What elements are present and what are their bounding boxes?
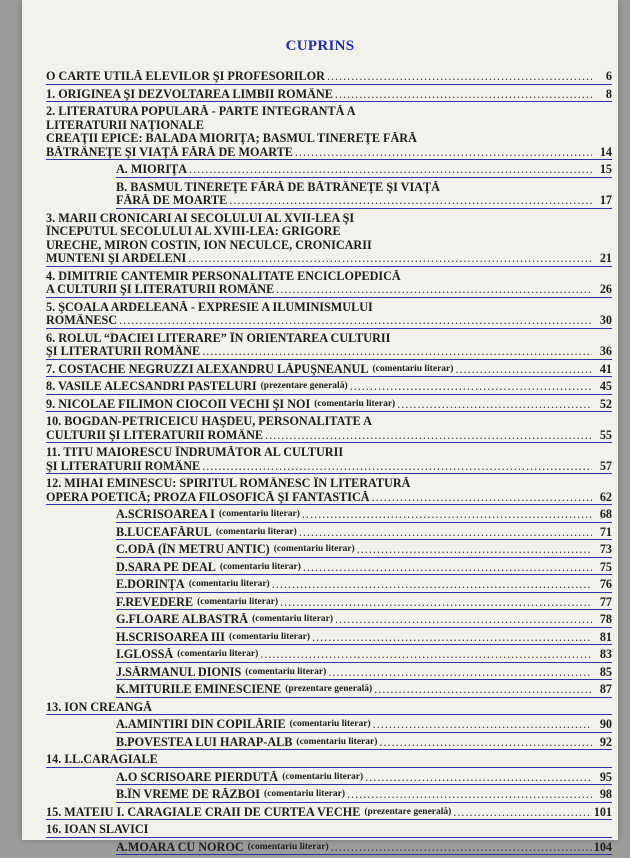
toc-entry-note: (comentariu literar) xyxy=(273,544,355,554)
toc-line xyxy=(46,398,612,412)
toc-entry-title: ROMÂNESC xyxy=(46,314,118,327)
toc-line xyxy=(46,270,612,284)
toc-page-number: 81 xyxy=(599,629,612,644)
toc-page-number: 77 xyxy=(599,594,612,609)
toc-entry-title: OPERA POETICĂ; PROZA FILOSOFICĂ ŞI FANTASTICĂ xyxy=(46,490,370,504)
dot-leader xyxy=(327,70,592,84)
dot-leader xyxy=(119,314,592,328)
toc-entry-title: 7. COSTACHE NEGRUZZI ALEXANDRU LĂPUŞNEANUL xyxy=(46,362,369,376)
toc-entry-title: 15. MATEIU I. CARAGIALE CRAII DE CURTEA VECHE xyxy=(46,805,361,819)
toc-entry-title: A. MIORIŢA xyxy=(116,163,188,176)
toc-entry xyxy=(46,380,612,395)
toc-entry xyxy=(46,270,612,298)
toc-entry-title: A.MOARA CU NOROC xyxy=(116,840,244,854)
toc-page-number: 71 xyxy=(599,524,612,539)
toc-subentry xyxy=(116,648,612,663)
toc-entry-title: E.DORINŢA xyxy=(116,578,185,591)
toc-entry xyxy=(46,212,612,267)
toc-line xyxy=(46,283,612,297)
toc-entry-title: K.MITURILE EMINESCIENE xyxy=(116,683,282,696)
toc-entry-title: C.ODĂ (ÎN METRU ANTIC) xyxy=(116,543,270,556)
toc-line xyxy=(46,823,612,837)
toc-entry-note: (comentariu literar) xyxy=(197,596,279,607)
toc-line xyxy=(46,225,612,239)
toc-line xyxy=(116,543,612,557)
toc-entry xyxy=(46,415,612,443)
toc-entry-title: BĂTRÂNEŢE ŞI VIAŢĂ FĂRĂ DE MOARTE xyxy=(46,145,293,159)
toc-entry-note: (comentariu literar) xyxy=(289,719,371,729)
toc-subentry xyxy=(116,736,612,751)
toc-entry-title: G.FLOARE ALBASTRĂ xyxy=(116,613,249,626)
toc-entry-title: 6. ROLUL “DACIEI LITERARE” ÎN ORIENTAREA CULTURII xyxy=(46,331,391,345)
toc-line xyxy=(46,119,612,133)
toc-entry-note: (prezentare generală) xyxy=(285,684,373,694)
dot-leader xyxy=(331,841,592,855)
toc-entry-title: CULTURII ŞI LITERATURII ROMÂNE xyxy=(46,428,264,442)
toc-entry-title: O CARTE UTILĂ ELEVILOR ŞI PROFESORILOR xyxy=(46,70,325,83)
toc-page-number: 78 xyxy=(599,612,612,626)
toc-entry-title: 8. VASILE ALECSANDRI PASTELURI xyxy=(46,380,257,393)
dot-leader xyxy=(335,613,592,627)
toc-entry-note: (comentariu literar) xyxy=(282,771,364,782)
dot-leader xyxy=(453,806,591,820)
toc-page-number: 52 xyxy=(599,396,612,411)
toc-entry-title: 9. NICOLAE FILIMON CIOCOII VECHI ŞI NOI xyxy=(46,397,311,411)
dot-leader xyxy=(280,596,592,610)
toc-subentry xyxy=(116,543,612,558)
toc-page-number: 6 xyxy=(605,69,612,83)
toc-subentry xyxy=(116,718,612,733)
toc-entry xyxy=(46,88,612,103)
toc-entry-title: 4. DIMITRIE CANTEMIR PERSONALITATE ENCICLOPEDICĂ xyxy=(46,269,401,283)
dot-leader xyxy=(265,429,592,443)
dot-leader xyxy=(272,578,592,592)
toc-entry-note: (comentariu literar) xyxy=(247,841,329,852)
toc-subentry xyxy=(116,508,612,523)
toc-page-number: 14 xyxy=(599,144,612,159)
toc-entry-title: 14. I.L.CARAGIALE xyxy=(46,753,158,766)
toc-line xyxy=(46,363,612,377)
dot-leader xyxy=(372,491,592,505)
toc-entry xyxy=(46,105,612,160)
toc-subentry xyxy=(116,771,612,786)
toc-line xyxy=(46,146,612,160)
toc-entry xyxy=(46,753,612,768)
toc-line xyxy=(46,429,612,443)
toc-entry xyxy=(46,70,612,85)
toc-entry-title: A.O SCRISOARE PIERDUTĂ xyxy=(116,770,279,784)
book-page xyxy=(22,0,618,854)
toc-line xyxy=(116,841,612,855)
toc-subentry xyxy=(116,526,612,541)
dot-leader xyxy=(347,788,592,802)
toc-entry-title: ŞI LITERATURII ROMÂNE xyxy=(46,459,201,473)
toc-line xyxy=(116,718,612,732)
toc-page-number: 87 xyxy=(599,682,612,696)
toc-entry-note: (comentariu literar) xyxy=(219,561,301,572)
toc-entry-title: B.POVESTEA LUI HARAP-ALB xyxy=(116,735,293,749)
toc-subentry xyxy=(116,578,612,593)
toc-line xyxy=(46,105,612,119)
toc-page-number: 15 xyxy=(599,162,612,176)
toc-subentry xyxy=(116,631,612,646)
toc-line xyxy=(116,683,612,697)
toc-page-number: 41 xyxy=(599,361,612,376)
toc-page-number: 68 xyxy=(599,507,612,521)
dot-leader xyxy=(335,88,592,102)
toc-entry-title: B. BASMUL TINEREŢE FĂRĂ DE BĂTRÂNEŢE ŞI VIAŢĂ xyxy=(116,180,440,194)
toc-entry-title: 13. ION CREANGĂ xyxy=(46,700,152,714)
toc-entry-title: 16. IOAN SLAVICI xyxy=(46,823,149,836)
toc-line xyxy=(46,380,612,394)
toc-line xyxy=(46,332,612,346)
toc-entry-title: FĂRĂ DE MOARTE xyxy=(116,194,228,207)
toc-line xyxy=(46,701,612,715)
toc-entry xyxy=(46,806,612,821)
toc-entry xyxy=(46,363,612,378)
toc-line xyxy=(116,631,612,645)
toc-page-number: 57 xyxy=(599,458,612,473)
toc-line xyxy=(46,753,612,767)
toc-entry xyxy=(46,332,612,360)
toc-entry-note: (comentariu literar) xyxy=(218,509,300,519)
toc-line xyxy=(116,648,612,662)
toc-entry-note: (comentariu literar) xyxy=(372,363,454,374)
toc-entry-note: (comentariu literar) xyxy=(245,666,327,677)
dot-leader xyxy=(302,508,592,522)
toc-entry xyxy=(46,398,612,413)
toc-entry-note: (prezentare generală) xyxy=(260,381,348,391)
toc-line xyxy=(46,460,612,474)
toc-line xyxy=(46,345,612,359)
dot-leader xyxy=(202,460,592,474)
toc-line xyxy=(116,666,612,680)
dot-leader xyxy=(303,561,592,575)
toc-line xyxy=(116,613,612,627)
toc-entry-title: J.SĂRMANUL DIONIS xyxy=(116,665,242,679)
toc-page-number: 62 xyxy=(599,489,612,504)
toc-subentry xyxy=(116,596,612,611)
toc-subentry xyxy=(116,788,612,803)
toc-page-number: 85 xyxy=(599,664,612,679)
toc-line xyxy=(116,736,612,750)
dot-leader xyxy=(455,363,592,377)
dot-leader xyxy=(189,163,592,177)
toc-line xyxy=(46,477,612,491)
toc-subentry xyxy=(116,683,612,698)
toc-line xyxy=(116,526,612,540)
toc-entry-title: A CULTURII ŞI LITERATURII ROMÂNE xyxy=(46,283,275,296)
dot-leader xyxy=(328,666,592,680)
toc-entry xyxy=(46,301,612,329)
toc-line xyxy=(116,508,612,522)
toc-line xyxy=(116,596,612,610)
toc-page-number: 26 xyxy=(599,282,612,296)
toc-line xyxy=(116,788,612,802)
toc-entry-title: CREAŢII EPICE: BALADA MIORIŢA; BASMUL TINEREŢE FĂRĂ xyxy=(46,132,417,145)
toc-line xyxy=(46,806,612,820)
toc-page-number: 8 xyxy=(605,86,612,101)
toc-page-number: 101 xyxy=(593,804,612,819)
toc-entry-title: B.LUCEAFĂRUL xyxy=(116,525,212,539)
toc-line xyxy=(46,301,612,315)
toc-page-number: 98 xyxy=(599,787,612,801)
toc-entry-title: I.GLOSSĂ xyxy=(116,648,174,661)
toc-entry xyxy=(46,823,612,838)
toc-entry-title: D.SARA PE DEAL xyxy=(116,560,216,574)
toc-page-number: 21 xyxy=(599,251,612,265)
toc-line xyxy=(116,181,612,195)
toc-subentry xyxy=(116,181,612,209)
toc-line xyxy=(46,88,612,102)
toc-line xyxy=(46,252,612,266)
dot-leader xyxy=(350,380,592,394)
toc-entry-note: (comentariu literar) xyxy=(314,398,396,409)
toc-line xyxy=(46,491,612,505)
toc-subentry xyxy=(116,163,612,178)
toc-line xyxy=(116,561,612,575)
table-of-contents xyxy=(46,70,612,858)
toc-entry-title: 12. MIHAI EMINESCU: SPIRITUL ROMÂNESC ÎN LITERATURĂ xyxy=(46,477,411,490)
toc-page-number: 90 xyxy=(599,717,612,731)
toc-page-number: 92 xyxy=(599,734,612,749)
toc-page-number: 17 xyxy=(599,193,612,207)
toc-line xyxy=(46,314,612,328)
toc-line xyxy=(46,239,612,253)
toc-entry-title: 3. MARII CRONICARI AI SECOLULUI AL XVII-LEA ŞI xyxy=(46,211,355,225)
dot-leader xyxy=(299,526,592,540)
dot-leader xyxy=(357,543,592,557)
toc-entry xyxy=(46,701,612,716)
toc-line xyxy=(116,578,612,592)
toc-page-number: 73 xyxy=(599,542,612,556)
toc-entry-title: URECHE, MIRON COSTIN, ION NECULCE, CRONICARII xyxy=(46,238,372,252)
dot-leader xyxy=(373,718,592,732)
toc-line xyxy=(46,446,612,460)
toc-entry-note: (prezentare generală) xyxy=(364,806,452,817)
toc-entry-note: (comentariu literar) xyxy=(229,631,311,642)
toc-page-number: 83 xyxy=(599,647,612,661)
dot-leader xyxy=(379,736,592,750)
dot-leader xyxy=(397,398,592,412)
toc-entry-title: 10. BOGDAN-PETRICEICU HAŞDEU, PERSONALITATE A xyxy=(46,415,372,428)
toc-page-number: 76 xyxy=(599,577,612,591)
toc-subentry xyxy=(116,841,612,856)
dot-leader xyxy=(365,771,592,785)
dot-leader xyxy=(188,252,592,266)
toc-entry-title: ŞI LITERATURII ROMÂNE xyxy=(46,345,201,358)
toc-subentry xyxy=(116,666,612,681)
toc-entry-title: B.ÎN VREME DE RĂZBOI xyxy=(116,788,261,801)
toc-page-number: 104 xyxy=(593,839,612,854)
dot-leader xyxy=(295,146,592,160)
toc-entry-title: ÎNCEPUTUL SECOLULUI AL XVIII-LEA: GRIGORE xyxy=(46,225,341,238)
toc-entry-title: 11. TITU MAIORESCU ÎNDRUMĂTOR AL CULTURII xyxy=(46,446,344,459)
toc-line xyxy=(46,415,612,429)
toc-entry-title: A.AMINTIRI DIN COPILĂRIE xyxy=(116,718,286,731)
toc-line xyxy=(116,194,612,208)
toc-entry-title: F.REVEDERE xyxy=(116,595,194,609)
dot-leader xyxy=(312,631,592,645)
toc-line xyxy=(46,70,612,84)
dot-leader xyxy=(374,683,592,697)
toc-page-number: 95 xyxy=(599,769,612,784)
toc-line xyxy=(46,132,612,146)
toc-page-number: 75 xyxy=(599,559,612,574)
page-title: CUPRINS xyxy=(285,38,355,54)
dot-leader xyxy=(229,194,592,208)
toc-subentry xyxy=(116,561,612,576)
toc-entry-title: LITERATURII NAŢIONALE xyxy=(46,118,204,132)
toc-page-number: 55 xyxy=(599,427,612,442)
dot-leader xyxy=(202,345,592,359)
toc-entry-title: 1. ORIGINEA ŞI DEZVOLTAREA LIMBII ROMÂNE xyxy=(46,87,333,101)
toc-entry-title: 5. ŞCOALA ARDELEANĂ - EXPRESIE A ILUMINISMULUI xyxy=(46,300,373,314)
toc-line xyxy=(46,212,612,226)
toc-entry xyxy=(46,446,612,474)
toc-entry-note: (comentariu literar) xyxy=(252,614,334,624)
toc-entry-title: A.SCRISOAREA I xyxy=(116,508,215,521)
toc-page-number: 30 xyxy=(599,313,612,327)
dot-leader xyxy=(260,648,592,662)
toc-entry-note: (comentariu literar) xyxy=(177,649,259,659)
toc-subentry xyxy=(116,613,612,628)
toc-entry-title: MUNTENI ŞI ARDELENI xyxy=(46,252,187,265)
toc-entry-title: 2. LITERATURA POPULARĂ - PARTE INTEGRANTĂ A xyxy=(46,105,356,118)
toc-entry xyxy=(46,477,612,505)
toc-page-number: 36 xyxy=(599,344,612,358)
dot-leader xyxy=(276,283,592,297)
toc-line xyxy=(116,771,612,785)
toc-entry-title: H.SCRISOAREA III xyxy=(116,630,226,644)
toc-entry-note: (comentariu literar) xyxy=(188,579,270,589)
toc-entry-note: (comentariu literar) xyxy=(296,736,378,747)
toc-page-number: 45 xyxy=(599,379,612,393)
toc-entry-note: (comentariu literar) xyxy=(215,526,297,537)
toc-line xyxy=(116,163,612,177)
toc-entry-note: (comentariu literar) xyxy=(264,789,346,799)
